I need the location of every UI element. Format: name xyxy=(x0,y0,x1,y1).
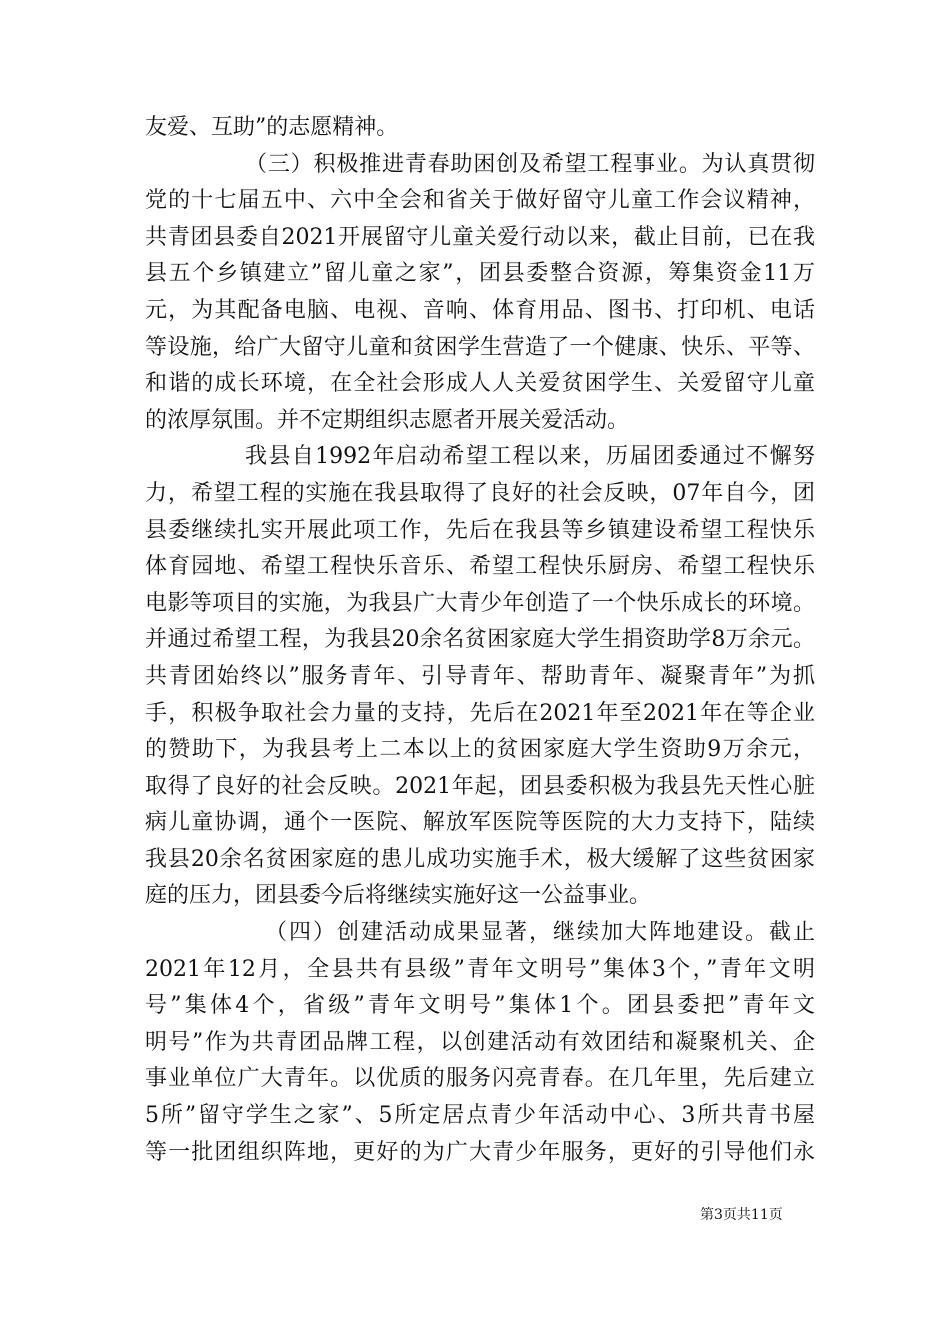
text-line: 和谐的成长环境，在全社会形成人人关爱贫困学生、关爱留守儿童 xyxy=(145,371,815,397)
text-line: （四）创建活动成果显著，继续加大阵地建设。截止 xyxy=(265,920,815,946)
text-line: 的浓厚氛围。并不定期组织志愿者开展关爱活动。 xyxy=(145,407,630,433)
text-line: 县委继续扎实开展此项工作，先后在我县等乡镇建设希望工程快乐 xyxy=(145,517,815,543)
body-text xyxy=(145,110,815,1171)
text-line: 的赞助下，为我县考上二本以上的贫困家庭大学生资助9万余元， xyxy=(145,737,815,763)
text-line: 我县20余名贫困家庭的患儿成功实施手术，极大缓解了这些贫困家 xyxy=(145,846,815,872)
text-line: 共青团县委自2021开展留守儿童关爱行动以来，截止目前，已在我 xyxy=(145,224,815,250)
text-line: 等设施，给广大留守儿童和贫困学生营造了一个健康、快乐、平等、 xyxy=(145,334,815,360)
text-line: 元，为其配备电脑、电视、音响、体育用品、图书、打印机、电话 xyxy=(145,297,815,323)
text-line: （三）积极推进青春助困创及希望工程事业。为认真贯彻 xyxy=(245,151,815,177)
text-line: 病儿童协调，通个一医院、解放军医院等医院的大力支持下，陆续 xyxy=(145,810,815,836)
text-line: 取得了良好的社会反映。2021年起，团县委积极为我县先天性心脏 xyxy=(145,773,815,799)
text-line: 明号”作为共青团品牌工程，以创建活动有效团结和凝聚机关、企 xyxy=(145,1029,815,1055)
text-line: 我县自1992年启动希望工程以来，历届团委通过不懈努 xyxy=(245,444,815,470)
text-line: 友爱、互助”的志愿精神。 xyxy=(145,115,399,140)
text-line: 并通过希望工程，为我县20余名贫困家庭大学生捐资助学8万余元。 xyxy=(145,627,815,653)
page-number: 第3页共11页 xyxy=(700,1207,783,1223)
text-line: 2021年12月，全县共有县级”青年文明号”集体3个，”青年文明 xyxy=(145,956,815,982)
text-line: 党的十七届五中、六中全会和省关于做好留守儿童工作会议精神， xyxy=(145,188,815,214)
text-line: 庭的压力，团县委今后将继续实施好这一公益事业。 xyxy=(145,883,652,909)
text-line: 电影等项目的实施，为我县广大青少年创造了一个快乐成长的环境。 xyxy=(145,590,815,616)
text-line: 手，积极争取社会力量的支持，先后在2021年至2021年在等企业 xyxy=(145,700,815,726)
text-line: 县五个乡镇建立”留儿童之家”，团县委整合资源，筹集资金11万 xyxy=(145,261,815,287)
text-line: 体育园地、希望工程快乐音乐、希望工程快乐厨房、希望工程快乐 xyxy=(145,554,815,580)
text-line: 号”集体4个，省级”青年文明号”集体1个。团县委把”青年文 xyxy=(145,993,815,1019)
text-line: 力，希望工程的实施在我县取得了良好的社会反映，07年自今，团 xyxy=(145,480,815,506)
text-line: 事业单位广大青年。以优质的服务闪亮青春。在几年里，先后建立 xyxy=(145,1066,815,1092)
text-line: 等一批团组织阵地，更好的为广大青少年服务，更好的引导他们永 xyxy=(145,1139,815,1165)
text-line: 5所”留守学生之家”、5所定居点青少年活动中心、3所共青书屋 xyxy=(145,1103,815,1129)
text-line: 共青团始终以”服务青年、引导青年、帮助青年、凝聚青年”为抓 xyxy=(145,663,815,689)
